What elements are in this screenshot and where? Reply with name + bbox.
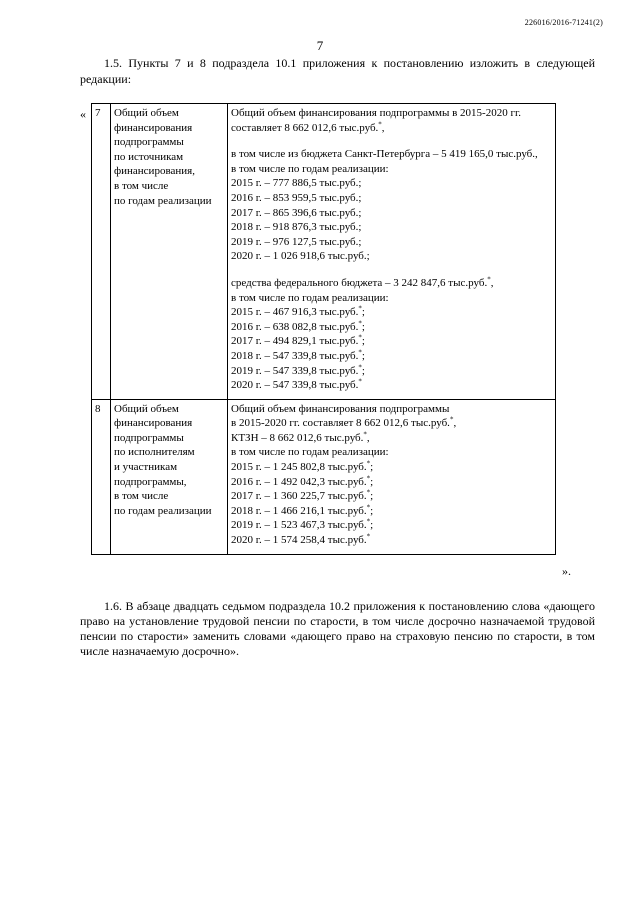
content-line: составляет 8 662 012,6 тыс.руб.*,: [231, 119, 385, 134]
footnote-mark: *: [366, 503, 371, 512]
content-line: 2018 г. – 547 339,8 тыс.руб.*;: [231, 348, 365, 362]
content-line: в том числе по годам реализации:: [231, 446, 389, 459]
footnote-mark: *: [358, 319, 362, 328]
content-line: 2019 г. – 1 523 467,3 тыс.руб.*;: [231, 517, 374, 532]
content-line: в том числе по годам реализации:: [231, 291, 389, 304]
footnote-mark: *: [366, 517, 371, 526]
row-name-line: и участникам: [114, 461, 178, 474]
closing-quote: ».: [562, 564, 571, 578]
opening-quote: «: [80, 107, 86, 121]
row-name-line: по источникам: [114, 150, 184, 163]
footnote-mark: *: [358, 348, 362, 357]
footnote-mark: *: [366, 474, 371, 482]
footnote-mark: *: [358, 377, 362, 386]
content-line: КТЗН – 8 662 012,6 тыс.руб.*,: [231, 430, 370, 444]
table-row: [92, 399, 556, 554]
row-name: [111, 104, 228, 400]
footnote-mark: *: [366, 532, 371, 541]
footnote-mark: *: [358, 304, 362, 313]
content-line: 2018 г. – 1 466 216,1 тыс.руб.*;: [231, 503, 374, 517]
page-number: 7: [316, 38, 324, 53]
row-name-line: по годам реализации: [114, 504, 212, 517]
row-name-line: подпрограммы,: [114, 475, 187, 488]
content-line: в том числе из бюджета Санкт-Петербурга – 5 419 165,0 тыс.руб.,: [231, 148, 538, 161]
row-name-line: финансирования,: [114, 165, 195, 178]
content-line: 2016 г. – 853 959,5 тыс.руб.;: [231, 191, 362, 204]
content-line: 2018 г. – 918 876,3 тыс.руб.;: [231, 221, 362, 234]
row-number: 8: [92, 399, 111, 554]
content-line: Общий объем финансирования подпрограммы: [231, 402, 450, 415]
footnote-mark: *: [366, 459, 371, 468]
closing-paragraph: [80, 599, 595, 659]
content-line: 2017 г. – 865 396,6 тыс.руб.;: [231, 206, 362, 219]
intro-paragraph-text: 1.5. Пункты 7 и 8 подраздела 10.1 приложения к постановлению изложить в следующей редакции:: [80, 56, 595, 86]
row-number: 7: [92, 104, 111, 400]
row-name-line: в том числе: [114, 179, 169, 192]
content-line: 2017 г. – 1 360 225,7 тыс.руб.*;: [231, 488, 374, 503]
row-name-line: по годам реализации: [114, 194, 212, 207]
content-line: в 2015-2020 гг. составляет 8 662 012,6 тыс.руб.*,: [231, 415, 457, 430]
footnote-mark: *: [358, 362, 362, 371]
content-line: 2016 г. – 1 492 042,3 тыс.руб.*;: [231, 474, 374, 488]
footnote-mark: *: [366, 488, 371, 497]
row-name-line: финансирования: [114, 121, 193, 134]
content-line: 2017 г. – 494 829,1 тыс.руб.*;: [231, 333, 365, 348]
row-name: [111, 399, 228, 554]
footnote-mark: *: [358, 333, 362, 342]
row-name-line: в том числе: [114, 490, 169, 503]
content-line: 2020 г. – 1 026 918,6 тыс.руб.;: [231, 250, 370, 263]
row-content: [228, 104, 556, 400]
footnote-mark: *: [449, 415, 454, 424]
row-content: [228, 399, 556, 554]
content-line: в том числе по годам реализации:: [231, 162, 389, 175]
footnote-mark: *: [378, 119, 382, 128]
content-line: 2015 г. – 777 886,5 тыс.руб.;: [231, 177, 362, 190]
content-line: 2016 г. – 638 082,8 тыс.руб.*;: [231, 319, 365, 333]
table-row: [92, 104, 556, 400]
content-line: Общий объем финансирования подпрограммы в 2015-2020 гг.: [231, 107, 521, 119]
spacer: [231, 264, 552, 276]
content-line: 2019 г. – 976 127,5 тыс.руб.;: [231, 235, 362, 248]
content-line: 2015 г. – 467 916,3 тыс.руб.*;: [231, 304, 365, 319]
content-line: средства федерального бюджета – 3 242 847,6 тыс.руб.*,: [231, 275, 494, 289]
row-name-line: Общий объем: [114, 402, 179, 415]
content-line: 2015 г. – 1 245 802,8 тыс.руб.*;: [231, 459, 374, 474]
content-line: 2019 г. – 547 339,8 тыс.руб.*;: [231, 362, 365, 377]
row-name-line: подпрограммы: [114, 431, 184, 444]
row-name-line: финансирования: [114, 417, 193, 430]
row-name-line: Общий объем: [114, 107, 179, 119]
closing-paragraph-text: 1.6. В абзаце двадцать седьмом подраздела 10.2 приложения к постановлению слова «дающего право на установление трудовой пенсии по старости, в том числе досрочно назначаемой трудовой пенсии по старости» заменить словами «дающего право на страховую пенсию по старости, в том числе назначаемую досрочно».: [80, 599, 595, 658]
row-name-line: подпрограммы: [114, 136, 184, 149]
document-code: 226016/2016-71241(2): [524, 18, 603, 27]
content-line: 2020 г. – 547 339,8 тыс.руб.*: [231, 377, 362, 392]
footnote-mark: *: [363, 430, 367, 439]
funding-table: [91, 103, 556, 555]
footnote-mark: *: [487, 275, 491, 284]
content-line: 2020 г. – 1 574 258,4 тыс.руб.*: [231, 532, 371, 547]
intro-paragraph: [80, 56, 595, 87]
row-name-line: по исполнителям: [114, 446, 195, 459]
spacer: [231, 135, 552, 147]
